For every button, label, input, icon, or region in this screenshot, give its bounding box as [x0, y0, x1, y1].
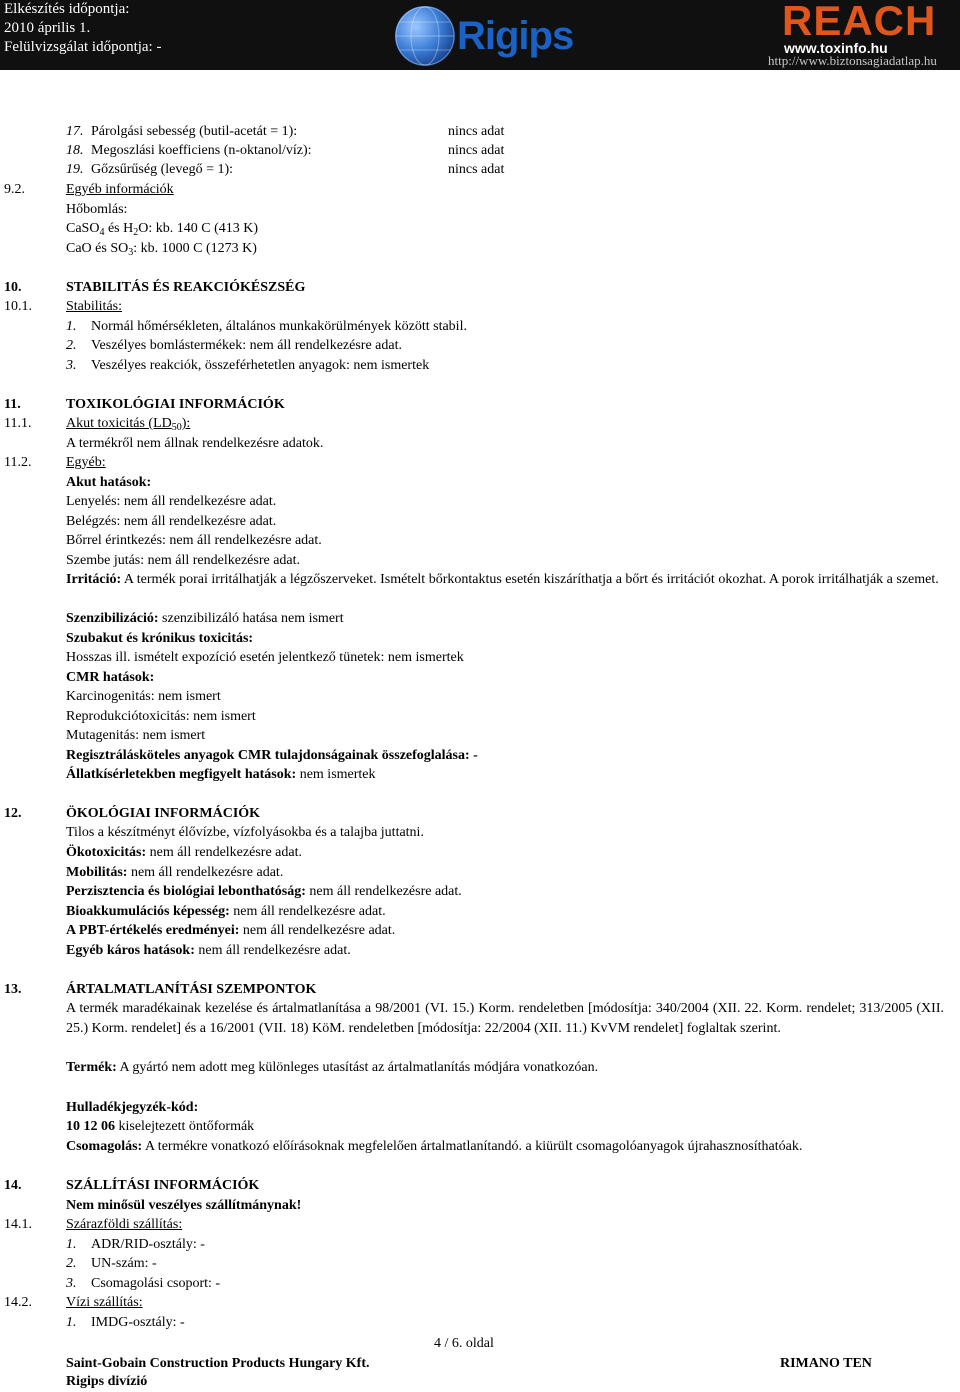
page-header — [0, 0, 960, 70]
ecotoxicity-line: Ökotoxicitás: nem áll rendelkezésre adat. — [66, 845, 302, 860]
section-10-title: STABILITÁS ÉS REAKCIÓKÉSZSÉG — [66, 280, 306, 295]
stability-item-2-num: 2. — [66, 338, 77, 353]
section-11-title: TOXIKOLÓGIAI INFORMÁCIÓK — [66, 397, 285, 412]
cao-line: CaO és $SO_3$: kb. 1000 C (1273 K) — [66, 241, 257, 258]
prop-18-value: nincs adat — [448, 143, 505, 158]
acute-effects-heading: Akut hatások: — [66, 475, 152, 490]
created-date: 2010 április 1. — [4, 20, 91, 36]
un-num: 2. — [66, 1256, 77, 1271]
section-9-2-title: Egyéb információk — [66, 182, 174, 197]
decomposition-label: Hőbomlás: — [66, 202, 128, 217]
packaging-line: Csomagolás: A termékre vonatkozó előírásoknak megfelelően ártalmatlanítandó. a kiürült csomagolóanyagok újrahasznosíthatóak. — [66, 1139, 803, 1154]
acute-toxicity-text: A termékről nem állnak rendelkezésre adatok. — [66, 436, 324, 451]
acute-toxicity-label: Akut toxicitás $(LD_{50})$: — [66, 416, 191, 433]
cmr-summary-line: Regisztrálásköteles anyagok CMR tulajdonságainak összefoglalása: - — [66, 748, 478, 763]
footer-product: RIMANO TEN — [780, 1356, 872, 1371]
subacute-heading: Szubakut és krónikus toxicitás: — [66, 631, 254, 646]
prop-19-value: nincs adat — [448, 162, 505, 177]
packing-group-line: Csomagolási csoport: - — [91, 1276, 221, 1291]
section-12-title: ÖKOLÓGIAI INFORMÁCIÓK — [66, 806, 261, 821]
reach-wordmark: REACH — [782, 0, 937, 44]
land-transport-label: Szárazföldi szállítás: — [66, 1217, 183, 1232]
adr-line: ADR/RID-osztály: - — [91, 1237, 205, 1252]
un-line: UN-szám: - — [91, 1256, 157, 1271]
prop-18-num: 18. — [66, 143, 84, 158]
not-dangerous-line: Nem minősül veszélyes szállítmánynak! — [66, 1198, 302, 1213]
stability-item-1: Normál hőmérsékleten, általános munkakörülmények között stabil. — [91, 319, 467, 334]
reproductive-toxicity-line: Reprodukciótoxicitás: nem ismert — [66, 709, 256, 724]
bioaccumulation-line: Bioakkumulációs képesség: nem áll rendelkezésre adat. — [66, 904, 386, 919]
section-9-2-number: 9.2. — [4, 182, 25, 197]
stability-item-3-num: 3. — [66, 358, 77, 373]
page-number: 4 / 6. oldal — [434, 1336, 494, 1351]
other-effects-line: Egyéb káros hatások: nem áll rendelkezésre adat. — [66, 943, 351, 958]
prop-19-label: Gőzsűrűség (levegő = 1): — [91, 162, 234, 177]
water-transport-label: Vízi szállítás: — [66, 1295, 143, 1310]
imdg-line: IMDG-osztály: - — [91, 1315, 185, 1330]
carcinogenicity-line: Karcinogenitás: nem ismert — [66, 689, 221, 704]
section-11-number: 11. — [4, 397, 21, 412]
mutagenicity-line: Mutagenitás: nem ismert — [66, 728, 206, 743]
ingestion-line: Lenyelés: nem áll rendelkezésre adat. — [66, 494, 277, 509]
reach-logo — [782, 2, 954, 54]
waste-code-line: 10 12 06 kiselejtezett öntőformák — [66, 1119, 255, 1134]
waste-code-heading: Hulladékjegyzék-kód: — [66, 1100, 199, 1115]
other-label: Egyéb: — [66, 455, 106, 470]
pbt-line: A PBT-értékelés eredményei: nem áll rendelkezésre adat. — [66, 923, 396, 938]
skin-contact-line: Bőrrel érintkezés: nem áll rendelkezésre adat. — [66, 533, 322, 548]
eco-ban-line: Tilos a készítményt élővízbe, vízfolyásokba és a talajba juttatni. — [66, 825, 424, 840]
reach-url: www.toxinfo.hu — [784, 40, 888, 56]
product-disposal-line: Termék: A gyártó nem adott meg különleges utasítást az ártalmatlanítás módjára vonatkozóan. — [66, 1060, 599, 1075]
prop-17-label: Párolgási sebesség (butil-acetát = 1): — [91, 124, 298, 139]
section-12-number: 12. — [4, 806, 22, 821]
prop-18-label: Megoszlási koefficiens (n-oktanol/víz): — [91, 143, 312, 158]
stability-item-3: Veszélyes reakciók, összeférhetetlen anyagok: nem ismertek — [91, 358, 430, 373]
section-14-2-number: 14.2. — [4, 1295, 32, 1310]
adr-num: 1. — [66, 1237, 77, 1252]
caso4-line: CaSO$_4$ és $H_2O$: kb. 140 C (413 K) — [66, 221, 259, 238]
irritation-paragraph: Irritáció: A termék porai irritálhatják a légzőszerveket. Ismételt bőrkontaktus esetén kiszáríthatja a bőrt és irritációt okozhat. A porok irritálhatják a szemet. — [66, 572, 939, 587]
section-14-1-number: 14.1. — [4, 1217, 32, 1232]
section-13-title: ÁRTALMATLANÍTÁSI SZEMPONTOK — [66, 982, 317, 997]
inhalation-line: Belégzés: nem áll rendelkezésre adat. — [66, 514, 277, 529]
persistence-line: Perzisztencia és biológiai lebonthatóság: nem áll rendelkezésre adat. — [66, 884, 462, 899]
footer-division: Rigips divízió — [66, 1374, 148, 1389]
rigips-wordmark: Rigips — [457, 14, 574, 58]
review-label: Felülvizsgálat időpontja: - — [4, 39, 162, 55]
stability-item-2: Veszélyes bomlástermékek: nem áll rendelkezésre adat. — [91, 338, 402, 353]
section-11-2-number: 11.2. — [4, 455, 32, 470]
cmr-heading: CMR hatások: — [66, 670, 155, 685]
packing-group-num: 3. — [66, 1276, 77, 1291]
section-11-1-number: 11.1. — [4, 416, 32, 431]
disposal-paragraph: A termék maradékainak kezelése és ártalmatlanítása a 98/2001 (VI. 15.) Korm. rendeletben [módosítja: 340/2004 (XII. 22. Korm. rendelet; 313/2005 (XII. 25.) Korm. rendelet] és a 16/2001 (VII. 18) KöM. rendeletben [módosítja: 22/2004 (XII. 11.) KvVM rendelet] foglaltak szerint. — [66, 1001, 944, 1036]
section-14-title: SZÁLLÍTÁSI INFORMÁCIÓK — [66, 1178, 260, 1193]
section-10-number: 10. — [4, 280, 22, 295]
site-url: http://www.biztonsagiadatlap.hu — [768, 53, 937, 68]
stability-label: Stabilitás: — [66, 299, 122, 314]
sensitization-line: Szenzibilizáció: szenzibilizáló hatása nem ismert — [66, 611, 344, 626]
animal-tests-line: Állatkísérletekben megfigyelt hatások: nem ismertek — [66, 767, 376, 782]
eye-contact-line: Szembe jutás: nem áll rendelkezésre adat. — [66, 553, 301, 568]
prop-17-value: nincs adat — [448, 124, 505, 139]
created-label: Elkészítés időpontja: — [4, 1, 130, 17]
prop-19-num: 19. — [66, 162, 84, 177]
section-10-1-number: 10.1. — [4, 299, 32, 314]
section-13-number: 13. — [4, 982, 22, 997]
mobility-line: Mobilitás: nem áll rendelkezésre adat. — [66, 865, 284, 880]
rigips-logo — [395, 6, 580, 66]
footer-company: Saint-Gobain Construction Products Hungary Kft. — [66, 1356, 370, 1371]
imdg-num: 1. — [66, 1315, 77, 1330]
long-exposure-line: Hosszas ill. ismételt expozíció esetén jelentkező tünetek: nem ismertek — [66, 650, 464, 665]
prop-17-num: 17. — [66, 124, 84, 139]
section-14-number: 14. — [4, 1178, 22, 1193]
globe-grid-icon — [395, 6, 455, 66]
stability-item-1-num: 1. — [66, 319, 77, 334]
